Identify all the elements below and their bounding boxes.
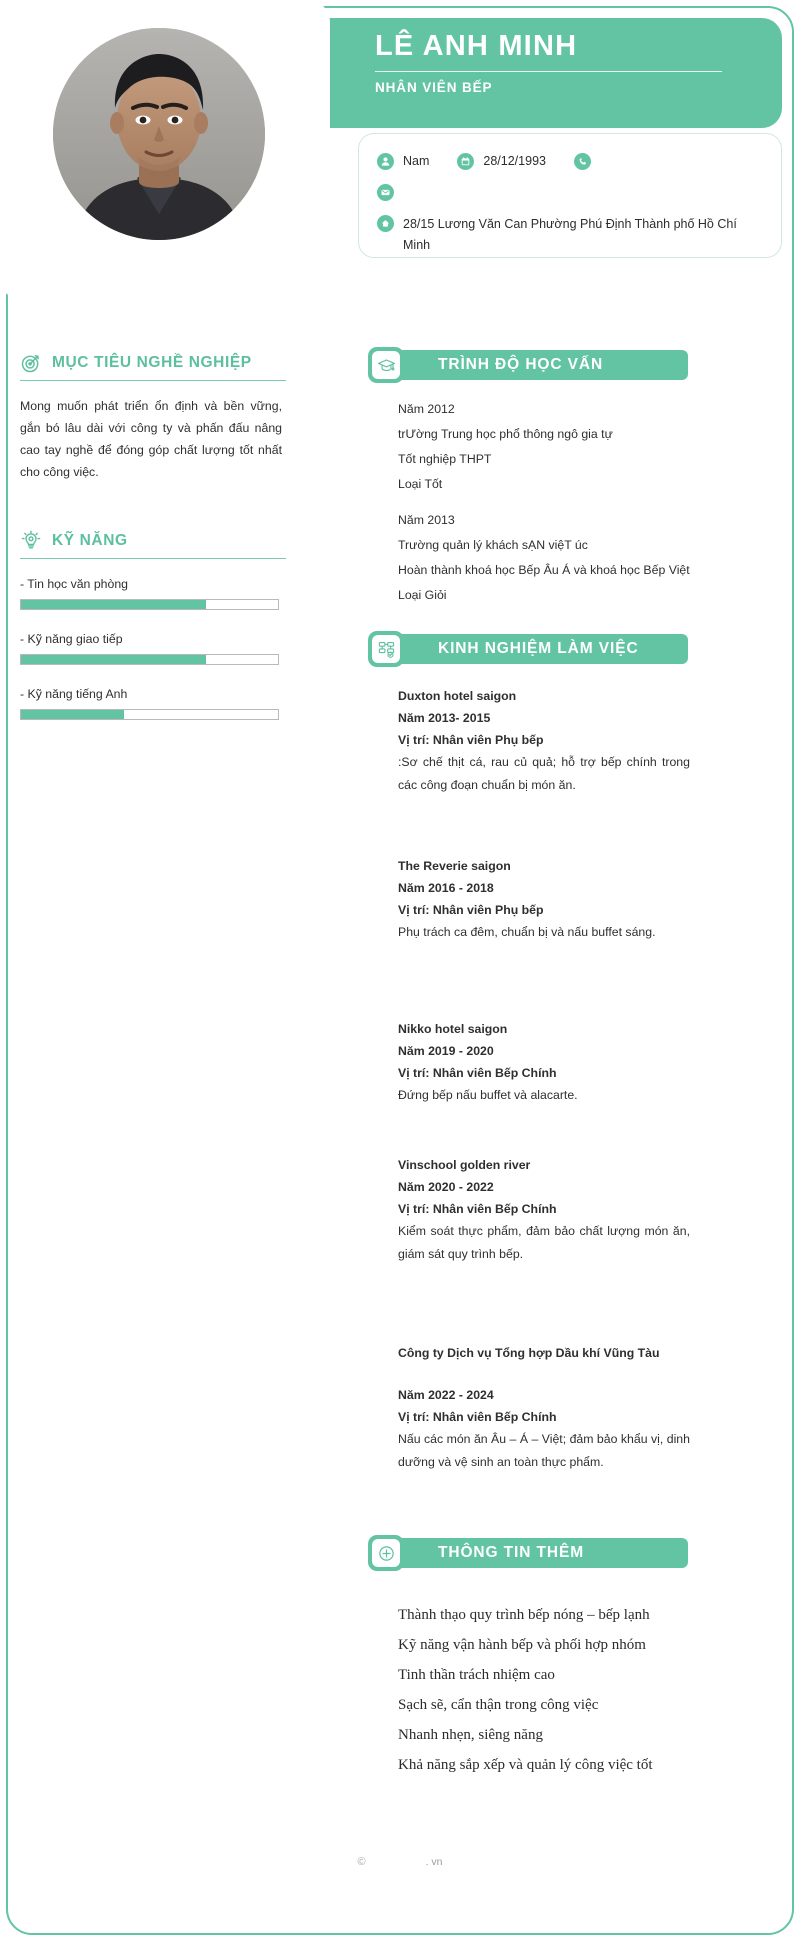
gender-value: Nam: [403, 154, 430, 168]
education-header: [368, 348, 688, 382]
experience-description: Nấu các món ăn Âu – Á – Việt; đảm bảo khẩu vị, dinh dưỡng và vệ sinh an toàn thực phẩm.: [398, 1432, 690, 1469]
experience-description: Kiểm soát thực phẩm, đảm bảo chất lượng món ăn, giám sát quy trình bếp.: [398, 1224, 690, 1261]
contact-card: [358, 133, 782, 258]
experience-company: Nikko hotel saigon: [398, 1022, 508, 1036]
workflow-icon: [372, 635, 400, 663]
objective-divider: [20, 380, 286, 381]
plus-circle-badge: [368, 1535, 404, 1571]
contact-row-email: [377, 183, 403, 201]
objective-text: Mong muốn phát triển ổn định và bền vững, gắn bó lâu dài với công ty và phấn đấu nâng cao tay nghề để đóng góp chất lượng tốt nhất cho công việc.: [20, 399, 282, 479]
extra-info-item: Khả năng sắp xếp và quản lý công việc tốt: [398, 1757, 653, 1773]
footer: [0, 1856, 800, 1868]
avatar: [53, 28, 265, 240]
contact-row-personal: [377, 152, 600, 171]
address-value: 28/15 Lương Văn Can Phường Phú Định Thành phố Hồ Chí Minh: [403, 217, 737, 252]
education-grade: Loại Giỏi: [398, 588, 447, 602]
education-school: trƯờng Trung học phổ thông ngô gia tự: [398, 427, 613, 441]
skills-section: [20, 530, 290, 742]
experience-title: KINH NGHIỆM LÀM VIỆC: [438, 640, 639, 657]
experience-years: Năm 2016 - 2018: [398, 881, 494, 895]
portrait-photo: [53, 28, 265, 240]
extra-info-header: [368, 1536, 688, 1570]
graduation-cap-badge: [368, 347, 404, 383]
name-divider: [375, 71, 722, 72]
skills-title: KỸ NĂNG: [52, 532, 128, 549]
experience-entry: [398, 855, 690, 944]
experience-company: Vinschool golden river: [398, 1158, 531, 1172]
skills-divider: [20, 558, 286, 559]
experience-entry: [398, 1018, 690, 1107]
extra-info-list: [398, 1600, 718, 1780]
extra-info-item: Tinh thần trách nhiệm cao: [398, 1667, 555, 1683]
skill-progress-fill: [21, 710, 124, 719]
home-icon: [377, 215, 394, 232]
experience-position: Vị trí: Nhân viên Bếp Chính: [398, 1202, 557, 1216]
page-title: LÊ ANH MINH: [375, 30, 578, 62]
objective-title: MỤC TIÊU NGHỀ NGHIỆP: [52, 354, 252, 371]
experience-position: Vị trí: Nhân viên Bếp Chính: [398, 1410, 557, 1424]
extra-info-title-bar: [398, 1538, 688, 1568]
experience-description: :Sơ chế thịt cá, rau củ quả; hỗ trợ bếp chính trong các công đoạn chuẩn bị món ăn.: [398, 755, 690, 792]
skill-progress-fill: [21, 655, 206, 664]
lightbulb-icon: [20, 530, 42, 552]
experience-title-bar: [398, 634, 688, 664]
experience-description: Phụ trách ca đêm, chuẩn bị và nấu buffet sáng.: [398, 925, 656, 939]
skill-item: [20, 577, 290, 610]
objective-section: [20, 352, 290, 483]
education-year: Năm 2012: [398, 402, 455, 416]
dob-value: 28/12/1993: [483, 154, 546, 168]
email-icon: [377, 184, 394, 201]
experience-entry: [398, 1154, 690, 1266]
experience-company: Công ty Dịch vụ Tổng hợp Dầu khí Vũng Tàu: [398, 1346, 660, 1360]
skill-progress-track: [20, 709, 279, 720]
objective-header: [20, 352, 290, 374]
education-title-bar: [398, 350, 688, 380]
education-grade: Loại Tốt: [398, 477, 443, 491]
skill-progress-track: [20, 654, 279, 665]
experience-company: The Reverie saigon: [398, 859, 511, 873]
footer-copyright: ©: [357, 1856, 366, 1868]
education-degree: Hoàn thành khoá học Bếp Âu Á và khoá học Bếp Việt: [398, 563, 690, 577]
skill-label: - Tin học văn phòng: [20, 577, 129, 591]
extra-info-title: THÔNG TIN THÊM: [438, 1544, 585, 1561]
education-entry: [398, 508, 718, 608]
calendar-icon: [457, 153, 474, 170]
experience-years: Năm 2013- 2015: [398, 711, 491, 725]
extra-info-item: Kỹ năng vận hành bếp và phối hợp nhóm: [398, 1637, 646, 1653]
plus-circle-icon: [372, 1539, 400, 1567]
experience-description: Đứng bếp nấu buffet và alacarte.: [398, 1088, 578, 1102]
skill-label: - Kỹ năng tiếng Anh: [20, 687, 128, 701]
extra-info-item: Sạch sẽ, cẩn thận trong công việc: [398, 1697, 599, 1713]
contact-row-address: [377, 214, 767, 256]
experience-position: Vị trí: Nhân viên Bếp Chính: [398, 1066, 557, 1080]
experience-position: Vị trí: Nhân viên Phụ bếp: [398, 903, 544, 917]
name-block: [375, 30, 775, 95]
education-school: Trường quản lý khách sẠN việT úc: [398, 538, 588, 552]
footer-domain: . vn: [425, 1856, 443, 1868]
skill-item: [20, 687, 290, 720]
experience-years: Năm 2022 - 2024: [398, 1388, 494, 1402]
education-entry: [398, 397, 718, 497]
target-icon: [20, 352, 42, 374]
education-degree: Tốt nghiệp THPT: [398, 452, 492, 466]
photo-card: [0, 0, 330, 300]
extra-info-item: Thành thạo quy trình bếp nóng – bếp lạnh: [398, 1607, 650, 1623]
workflow-badge: [368, 631, 404, 667]
experience-years: Năm 2020 - 2022: [398, 1180, 494, 1194]
education-title: TRÌNH ĐỘ HỌC VẤN: [438, 356, 604, 373]
education-year: Năm 2013: [398, 513, 455, 527]
phone-icon: [574, 153, 591, 170]
experience-years: Năm 2019 - 2020: [398, 1044, 494, 1058]
skills-list: [20, 577, 290, 720]
experience-company: Duxton hotel saigon: [398, 689, 517, 703]
person-icon: [377, 153, 394, 170]
extra-info-item: Nhanh nhẹn, siêng năng: [398, 1727, 543, 1743]
skill-item: [20, 632, 290, 665]
experience-position: Vị trí: Nhân viên Phụ bếp: [398, 733, 544, 747]
job-title: NHÂN VIÊN BẾP: [375, 80, 493, 95]
skills-header: [20, 530, 290, 552]
skill-progress-fill: [21, 600, 206, 609]
skill-progress-track: [20, 599, 279, 610]
experience-entry: [398, 685, 690, 797]
skill-label: - Kỹ năng giao tiếp: [20, 632, 123, 646]
experience-entry: [398, 1342, 690, 1474]
graduation-cap-icon: [372, 351, 400, 379]
experience-header: [368, 632, 688, 666]
